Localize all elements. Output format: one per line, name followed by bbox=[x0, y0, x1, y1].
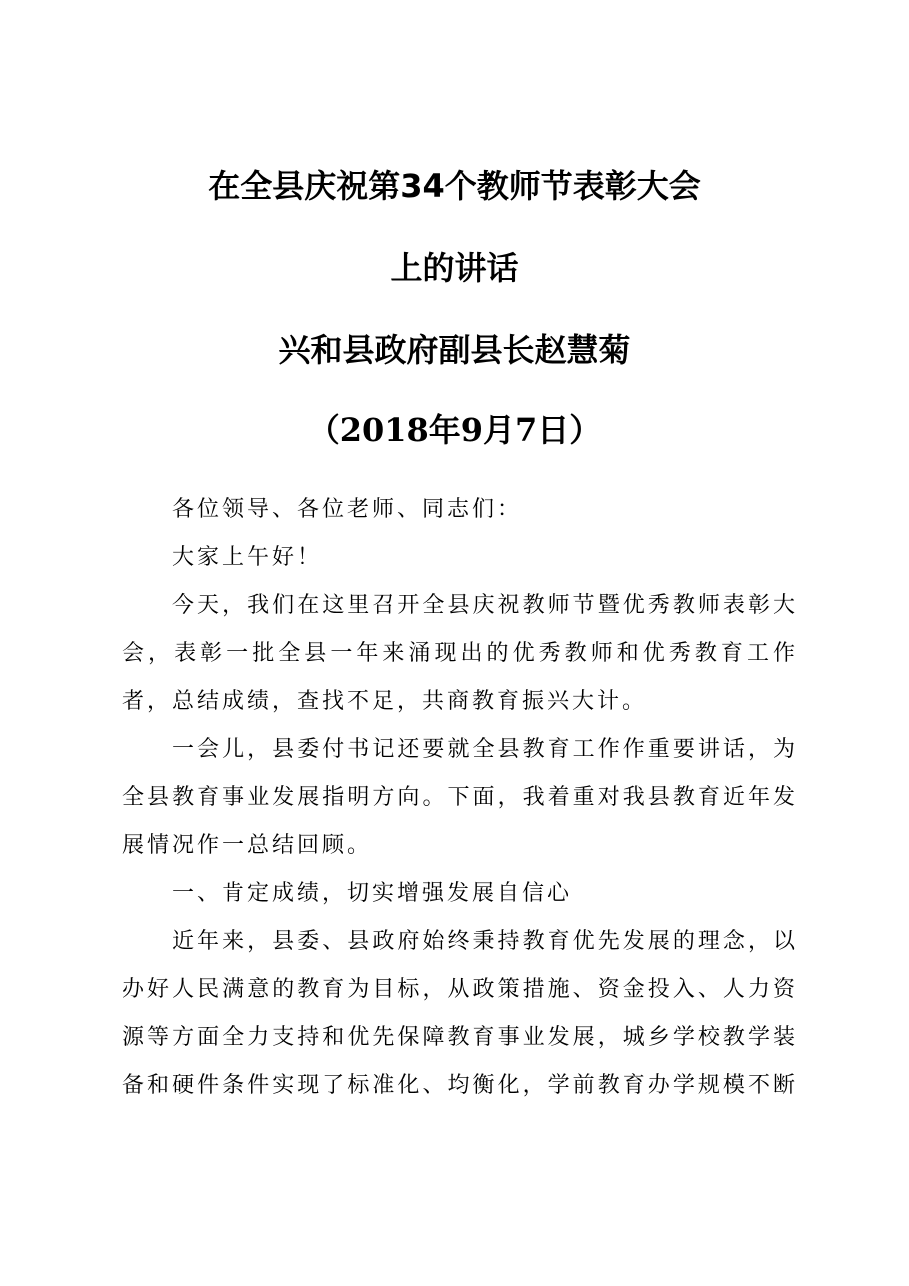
paragraph-2-line-3: 展情况作一总结回顾。 bbox=[122, 833, 373, 858]
paragraph-3-line-2: 办好人民满意的教育为目标，从政策措施、资金投入、人力资 bbox=[122, 977, 798, 1002]
document-title-line-1: 在全县庆祝第34个教师节表彰大会 bbox=[208, 167, 701, 205]
paragraph-1-line-2: 会，表彰一批全县一年来涌现出的优秀教师和优秀教育工作 bbox=[122, 641, 798, 666]
document-date: （2018年9月7日） bbox=[307, 411, 602, 449]
salutation: 各位领导、各位老师、同志们： bbox=[172, 497, 523, 522]
paragraph-3-line-3: 源等方面全力支持和优先保障教育事业发展，城乡学校教学装 bbox=[122, 1025, 798, 1050]
paragraph-2-line-2: 全县教育事业发展指明方向。下面，我着重对我县教育近年发 bbox=[122, 785, 798, 810]
document-body bbox=[122, 486, 798, 1110]
greeting: 大家上午好！ bbox=[172, 545, 323, 570]
paragraph-2-line-1: 一会儿，县委付书记还要就全县教育工作作重要讲话，为 bbox=[172, 737, 798, 762]
paragraph-3-line-4: 备和硬件条件实现了标准化、均衡化，学前教育办学规模不断 bbox=[122, 1073, 798, 1098]
document-title-line-2: 上的讲话 bbox=[390, 249, 519, 287]
paragraph-3-line-1: 近年来，县委、县政府始终秉持教育优先发展的理念，以 bbox=[172, 929, 798, 954]
paragraph-1-line-3: 者，总结成绩，查找不足，共商教育振兴大计。 bbox=[122, 689, 648, 714]
paragraph-1-line-1: 今天，我们在这里召开全县庆祝教师节暨优秀教师表彰大 bbox=[172, 593, 798, 618]
document-author: 兴和县政府副县长赵慧菊 bbox=[278, 331, 631, 369]
section-heading-1: 一、肯定成绩，切实增强发展自信心 bbox=[172, 881, 573, 906]
